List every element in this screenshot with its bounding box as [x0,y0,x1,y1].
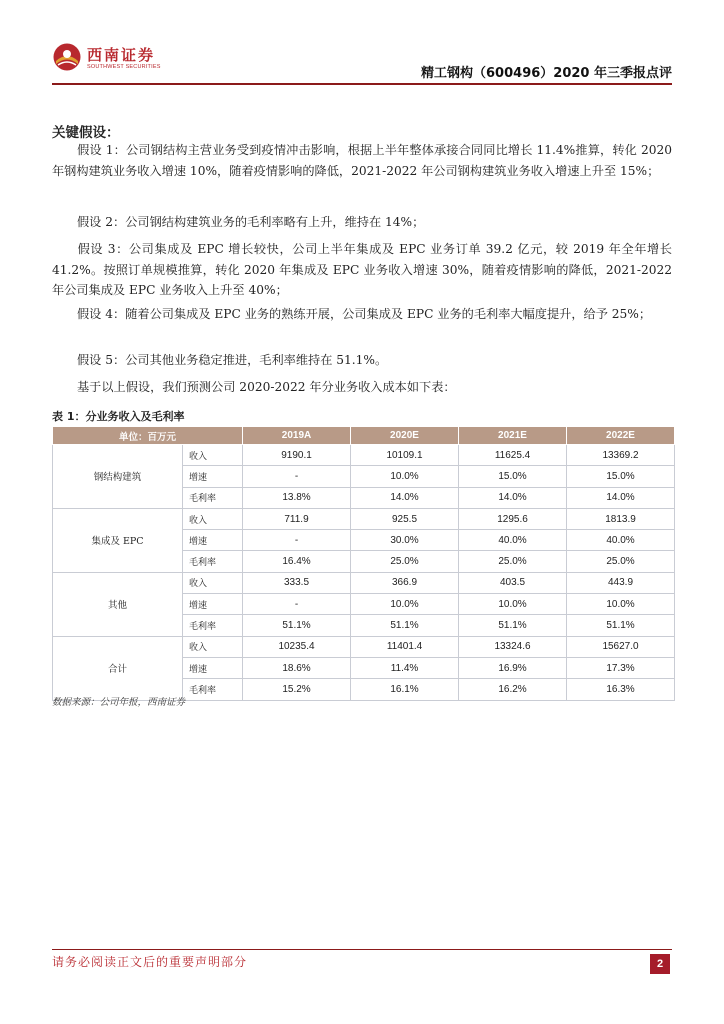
metric-label: 收入 [183,636,243,657]
metric-label: 增速 [183,466,243,487]
table-cell: 40.0% [567,530,675,551]
table-cell: 443.9 [567,572,675,593]
table-cell: 15.0% [459,466,567,487]
table-cell: 16.2% [459,679,567,700]
year-header: 2021E [459,427,567,445]
metric-label: 毛利率 [183,679,243,700]
metric-label: 收入 [183,445,243,466]
segment-name: 钢结构建筑 [53,445,183,509]
table-cell: 25.0% [459,551,567,572]
table-cell: 51.1% [567,615,675,636]
company-logo [52,42,172,76]
page-header [0,0,724,90]
metric-label: 收入 [183,508,243,529]
table-cell: 51.1% [459,615,567,636]
metric-label: 毛利率 [183,551,243,572]
table-cell: 11401.4 [351,636,459,657]
table-cell: 10.0% [459,594,567,615]
table-row [53,508,675,529]
unit-header: 单位：百万元 [53,427,243,445]
table-cell: 51.1% [243,615,351,636]
table-cell: 16.3% [567,679,675,700]
segment-name: 其他 [53,572,183,636]
table-row [53,636,675,657]
assumption-paragraph: 假设 1：公司钢结构主营业务受到疫情冲击影响，根据上半年整体承接合同同比增长 11.4%推算，转化 2020 年钢构建筑业务收入增速 10%，随着疫情影响的降低，2021-2022 年公司钢构建筑业务收入增速上升至 15%； [52,143,672,178]
table-cell: 11625.4 [459,445,567,466]
table-cell: 15.0% [567,466,675,487]
year-header: 2019A [243,427,351,445]
table-cell: 10.0% [351,466,459,487]
table-cell: 17.3% [567,657,675,678]
table-cell: 711.9 [243,508,351,529]
report-title: 精工钢构（600496）2020 年三季报点评 [421,66,672,81]
table-cell: 16.4% [243,551,351,572]
table-cell: 18.6% [243,657,351,678]
logo-emblem-icon [52,42,82,72]
year-header: 2020E [351,427,459,445]
metric-label: 增速 [183,530,243,551]
assumption-paragraph: 假设 5：公司其他业务稳定推进，毛利率维持在 51.1%。 [77,353,388,367]
table-row [53,445,675,466]
table-caption: 表 1：分业务收入及毛利率 [52,410,185,423]
table-cell: 51.1% [351,615,459,636]
table-cell: 10109.1 [351,445,459,466]
table-cell: 16.9% [459,657,567,678]
table-cell: 1295.6 [459,508,567,529]
revenue-margin-table [52,426,675,701]
logo-text-cn: 西南证券 [87,46,156,64]
table-cell: 10.0% [351,594,459,615]
table-cell: 14.0% [567,487,675,508]
table-cell: 366.9 [351,572,459,593]
segment-name: 集成及 EPC [53,508,183,572]
table-cell: 40.0% [459,530,567,551]
table-cell: 13369.2 [567,445,675,466]
metric-label: 增速 [183,657,243,678]
table-cell: 11.4% [351,657,459,678]
table-cell: 9190.1 [243,445,351,466]
table-cell: 13.8% [243,487,351,508]
table-cell: - [243,466,351,487]
header-divider [52,83,672,85]
assumption-paragraph: 基于以上假设，我们预测公司 2020-2022 年分业务收入成本如下表： [77,380,456,394]
table-cell: 16.1% [351,679,459,700]
table-cell: 14.0% [459,487,567,508]
table-cell: 10.0% [567,594,675,615]
table-cell: - [243,594,351,615]
assumption-paragraph: 假设 3：公司集成及 EPC 增长较快，公司上半年集成及 EPC 业务订单 39.2 亿元，较 2019 年全年增长 41.2%。按照订单规模推算，转化 2020 年集成及 EPC 业务收入增速 30%，随着疫情影响的降低，2021-2022 年公司集成及 EPC 业务收入上升至 40%； [52,242,672,297]
table-cell: 333.5 [243,572,351,593]
page-number-badge: 2 [650,954,670,974]
year-header: 2022E [567,427,675,445]
table-cell: 1813.9 [567,508,675,529]
table-cell: 925.5 [351,508,459,529]
table-header-row [53,427,675,445]
table-cell: 25.0% [351,551,459,572]
assumption-paragraph: 假设 4：随着公司集成及 EPC 业务的熟练开展，公司集成及 EPC 业务的毛利率大幅度提升，给予 25%； [77,307,652,321]
table-row [53,572,675,593]
table-cell: - [243,530,351,551]
segment-name: 合计 [53,636,183,700]
table-cell: 15.2% [243,679,351,700]
data-source-note: 数据来源：公司年报，西南证券 [52,697,186,708]
table-cell: 15627.0 [567,636,675,657]
assumption-paragraph: 假设 2：公司钢结构建筑业务的毛利率略有上升，维持在 14%； [77,215,425,229]
metric-label: 毛利率 [183,615,243,636]
disclaimer-note: 请务必阅读正文后的重要声明部分 [52,955,248,969]
table-cell: 30.0% [351,530,459,551]
metric-label: 收入 [183,572,243,593]
table-cell: 14.0% [351,487,459,508]
table-cell: 10235.4 [243,636,351,657]
footer-divider [52,949,672,950]
table-cell: 13324.6 [459,636,567,657]
table-cell: 403.5 [459,572,567,593]
logo-text-en: SOUTHWEST SECURITIES [87,64,161,70]
metric-label: 增速 [183,594,243,615]
section-title: 关键假设： [52,125,120,141]
table-cell: 25.0% [567,551,675,572]
metric-label: 毛利率 [183,487,243,508]
